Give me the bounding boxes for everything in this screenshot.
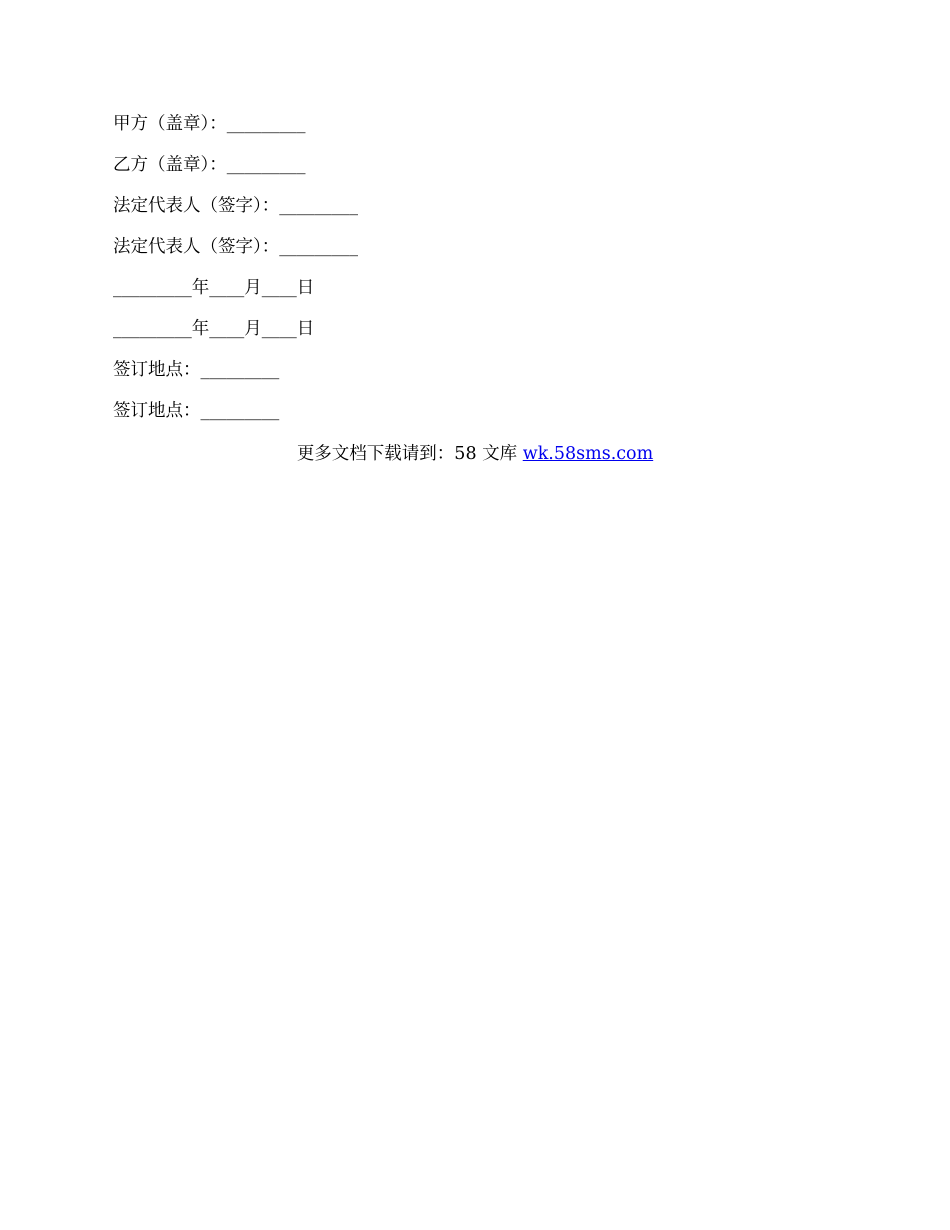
download-footer bbox=[0, 441, 950, 467]
signing-place-line-a: 签订地点：_________ bbox=[113, 360, 280, 380]
signing-place-line-b: 签订地点：_________ bbox=[113, 401, 280, 421]
footer-text: 更多文档下载请到：58 文库 bbox=[296, 444, 523, 464]
legal-rep-signature-line-a: 法定代表人（签字）：_________ bbox=[113, 196, 358, 216]
date-line-a: _________年____月____日 bbox=[113, 278, 315, 298]
signature-block bbox=[113, 111, 358, 439]
party-b-seal-line: 乙方（盖章）：_________ bbox=[113, 155, 306, 175]
footer-link[interactable]: wk.58sms.com bbox=[522, 444, 654, 464]
date-line-b: _________年____月____日 bbox=[113, 319, 315, 339]
party-a-seal-line: 甲方（盖章）：_________ bbox=[113, 114, 306, 134]
legal-rep-signature-line-b: 法定代表人（签字）：_________ bbox=[113, 237, 358, 257]
